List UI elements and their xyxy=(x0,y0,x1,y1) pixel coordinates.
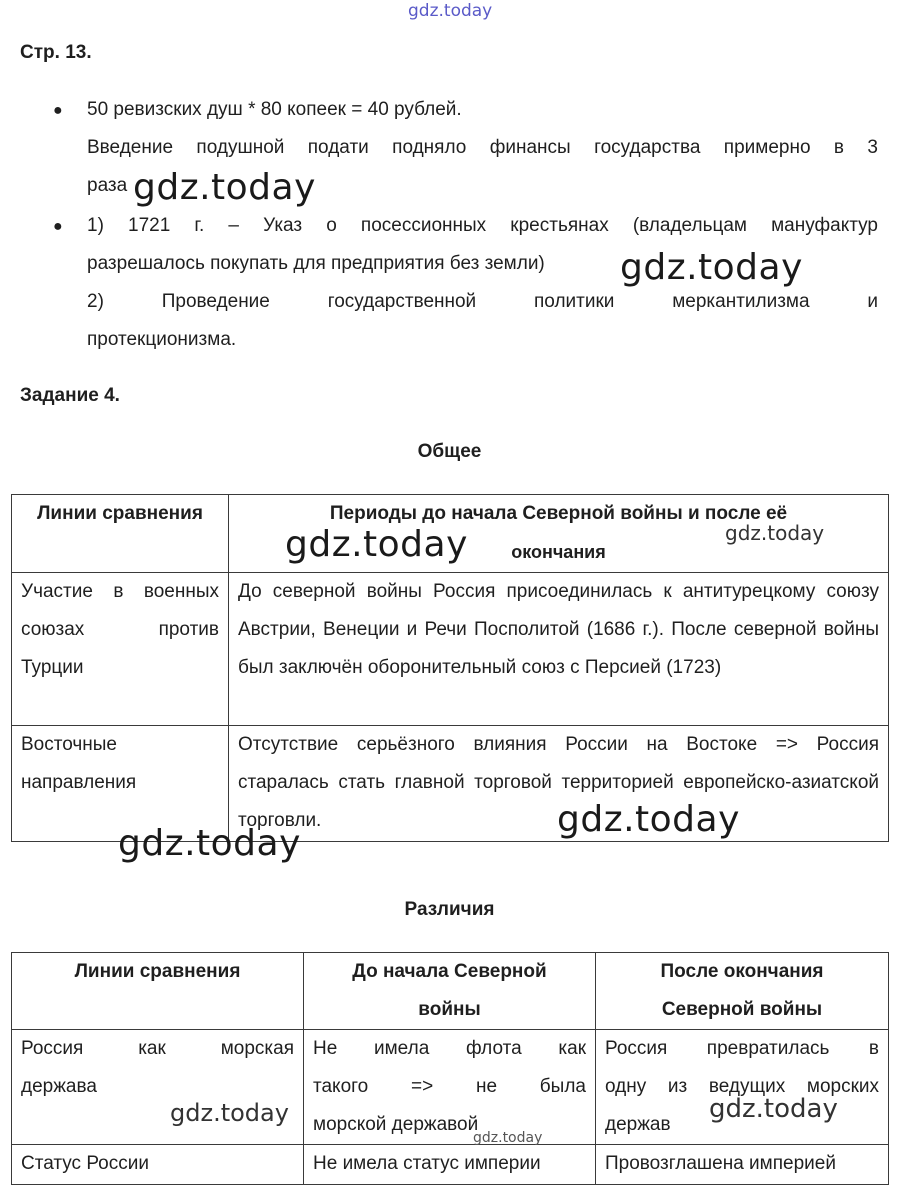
watermark: gdz.today xyxy=(170,1099,289,1127)
watermark: gdz.today xyxy=(620,247,803,288)
watermark: gdz.today xyxy=(725,521,825,545)
row-after: Провозглашена империей xyxy=(596,1145,889,1185)
watermark: gdz.today xyxy=(557,799,740,840)
bullet-icon: ● xyxy=(53,218,63,235)
header-line: войны xyxy=(418,999,481,1020)
watermark: gdz.today xyxy=(118,823,301,864)
row-description: До северной войны Россия присоединилась к антитурецкому союзу Австрии, Венеции и Речи Посполитой (1686 г.). После северной войны был заключён оборонительный союз с Персией (1723) xyxy=(229,573,889,726)
watermark-top: gdz.today xyxy=(408,1,493,21)
row-criterion xyxy=(12,573,229,726)
common-title: Общее xyxy=(417,441,482,462)
header-line: До начала Северной xyxy=(352,961,547,982)
table-row xyxy=(12,1030,889,1145)
row-criterion xyxy=(12,1030,304,1145)
header-comparison-lines: Линии сравнения xyxy=(12,953,304,1030)
watermark: gdz.today xyxy=(285,524,468,565)
row-after xyxy=(596,1030,889,1145)
header-periods-line-2: окончания xyxy=(511,542,606,562)
cell-line: такого => не была xyxy=(313,1076,586,1097)
cell-line: Россия превратилась в xyxy=(605,1038,879,1059)
bullet-1-line-3: раза xyxy=(87,175,128,196)
cell-line: держава xyxy=(21,1076,97,1097)
task-title: Задание 4. xyxy=(20,385,120,406)
row-before: Не имела статус империи xyxy=(304,1145,596,1185)
criterion-line: Турции xyxy=(21,657,84,678)
header-comparison-lines: Линии сравнения xyxy=(12,495,229,573)
differences-title: Различия xyxy=(404,899,495,920)
cell-line: держав xyxy=(605,1114,671,1135)
watermark: gdz.today xyxy=(133,167,316,208)
header-line: Северной войны xyxy=(661,999,823,1020)
bullet-2-line-4: протекционизма. xyxy=(87,329,237,350)
criterion-line: союзах против xyxy=(21,619,219,640)
table-row xyxy=(12,573,889,726)
watermark: gdz.today xyxy=(709,1094,838,1124)
bullet-2-line-2: разрешалось покупать для предприятия без земли) xyxy=(87,253,545,274)
cell-line: Не имела флота как xyxy=(313,1038,586,1059)
bullet-icon: ● xyxy=(53,102,63,119)
cell-line: морской державой xyxy=(313,1114,479,1135)
row-criterion: Статус России xyxy=(12,1145,304,1185)
cell-line: Россия как морская xyxy=(21,1038,294,1059)
differences-table xyxy=(11,952,889,1185)
row-before xyxy=(304,1030,596,1145)
row-description: Отсутствие серьёзного влияния России на Востоке => Россия старалась стать главной торговой территорией европейско-азиатской торговли. xyxy=(229,726,889,842)
header-line: После окончания xyxy=(660,961,824,982)
table-row xyxy=(12,1145,889,1185)
bullet-1-line-1: 50 ревизских душ * 80 копеек = 40 рублей. xyxy=(87,99,462,120)
criterion-line: Участие в военных xyxy=(21,581,219,602)
bullet-2-line-3: 2) Проведение государственной политики меркантилизма и xyxy=(87,291,878,312)
header-before-war xyxy=(304,953,596,1030)
bullet-2-line-1: 1) 1721 г. – Указ о посессионных крестьянах (владельцам мануфактур xyxy=(87,215,878,236)
table-header-row xyxy=(12,953,889,1030)
criterion-line: направления xyxy=(21,772,137,793)
page-header: Стр. 13. xyxy=(20,42,92,63)
header-periods-line-1: Периоды до начала Северной войны и после её xyxy=(329,503,788,524)
watermark: gdz.today xyxy=(473,1130,543,1146)
bullet-1-line-2: Введение подушной подати подняло финансы государства примерно в 3 xyxy=(87,137,878,158)
cell-line: одну из ведущих морских xyxy=(605,1076,879,1097)
header-after-war xyxy=(596,953,889,1030)
criterion-line: Восточные xyxy=(21,734,117,755)
